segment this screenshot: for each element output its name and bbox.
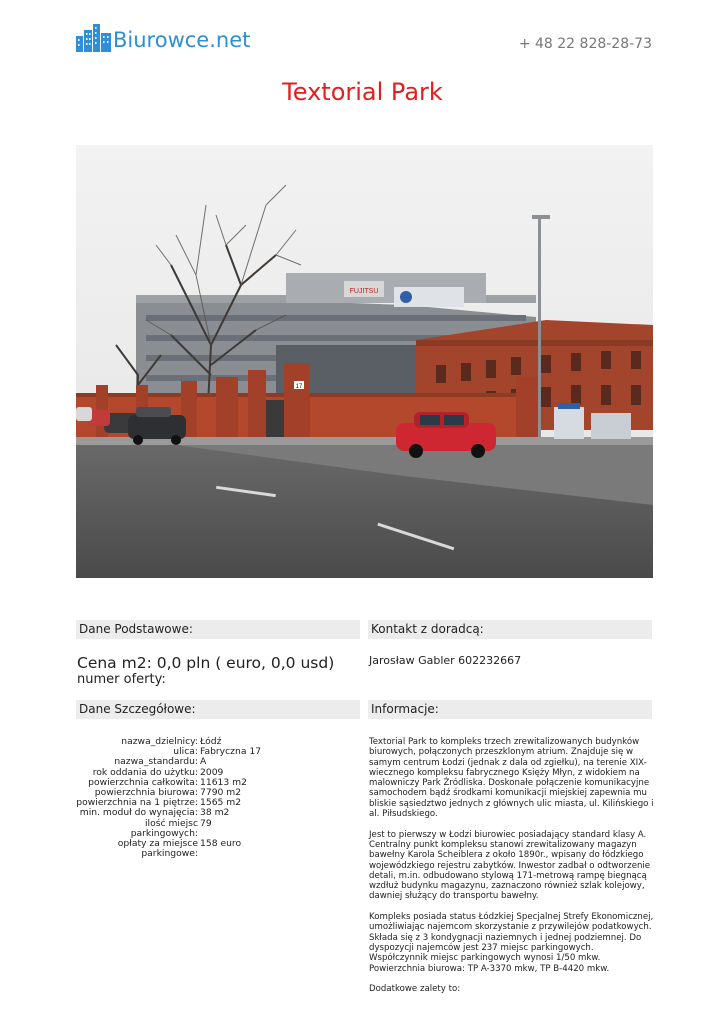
phone-number[interactable]: + 48 22 828-28-73 <box>518 36 652 52</box>
details-list <box>76 737 360 859</box>
detail-value: 1565 m2 <box>200 797 242 809</box>
detail-key: powierzchnia biurowa: <box>94 787 198 799</box>
fujitsu-sign: FUJITSU <box>349 288 379 295</box>
detail-key: opłaty za miejsce parkingowe: <box>117 838 198 860</box>
logo[interactable] <box>76 20 250 52</box>
detail-key: min. moduł do wynajęcia: <box>79 807 198 819</box>
info-paragraph: Kompleks posiada status Łódzkiej Specjalnej Strefy Ekonomicznej, umożliwiając najemcom skorzystanie z przywilejów podatkowych. Składa się z 3 kondygnacji naziemnych i jednej podziemnej. Do dyspozycji najemców jest 237 miejsc parkingowych. Współczynnik miejsc parkingowych wynosi 1/50 mkw. Powierzchnia biurowa: TP A-3370 mkw, TP B-4420 mkw. <box>369 912 654 974</box>
buildings-icon <box>76 24 112 52</box>
detail-value: 79 <box>200 817 212 829</box>
detail-row <box>76 819 360 839</box>
detail-value: 2009 <box>200 766 224 778</box>
detail-key: rok oddania do użytku: <box>92 766 198 778</box>
detail-key: nazwa_standardu: <box>114 756 198 768</box>
section-details-header: Dane Szczegółowe: <box>76 700 360 719</box>
detail-key: nazwa_dzielnicy: <box>121 736 198 747</box>
detail-value: 7790 m2 <box>200 787 242 799</box>
section-basic-header: Dane Podstawowe: <box>76 620 360 639</box>
detail-value: Fabryczna 17 <box>200 746 262 758</box>
building-number: 17 <box>295 384 303 390</box>
detail-key: powierzchnia na 1 piętrze: <box>76 797 198 809</box>
contact-person[interactable]: Jarosław Gabler 602232667 <box>369 654 522 667</box>
page-title: Textorial Park <box>282 78 443 106</box>
detail-row <box>76 839 360 859</box>
section-info-header: Informacje: <box>368 700 652 719</box>
detail-key: ilość miejsc parkingowych: <box>130 817 198 839</box>
info-paragraph: Jest to pierwszy w Łodzi biurowiec posiadający standard klasy A. Centralny punkt kompleksu stanowi zrewitalizowany magazyn bawełny Karola Scheiblera z około 1890r., wpisany do łódzkiego wojewódzkiego rejestru zabytków. Inwestor zadbał o odtworzenie detali, m.in. odbudowano stylową 171-metrową rampę biegnącą wzdłuż budynku magazynu, zaznaczono również szlak kolejowy, dawniej służący do transportu bawełny. <box>369 829 651 902</box>
info-paragraph: Dodatkowe zalety to: <box>369 984 461 995</box>
detail-key: ulica: <box>173 746 198 758</box>
detail-value: 38 m2 <box>200 807 230 819</box>
section-contact-header: Kontakt z doradcą: <box>368 620 652 639</box>
info-text <box>369 737 655 1005</box>
detail-row <box>76 808 360 818</box>
detail-value: A <box>200 756 207 768</box>
detail-key: powierzchnia całkowita: <box>88 776 198 788</box>
detail-value: 158 euro <box>200 838 242 850</box>
detail-value: 11613 m2 <box>200 776 247 788</box>
price: Cena m2: 0,0 pln ( euro, 0,0 usd) <box>77 654 335 672</box>
building-photo <box>76 145 653 578</box>
logo-text: Biurowce.net <box>113 28 251 52</box>
info-paragraph: Textorial Park to kompleks trzech zrewitalizowanych budynków biurowych, połączonych przeszklonym atrium. Znajduje się w samym centrum Łodzi (jednak z dala od zgiełku), na terenie XIX-wiecznego kompleksu fabrycznego Księży Młyn, z widokiem na malowniczy Park Źródliska. Doskonałe połączenie komunikacyjne samochodem bądź środkami komunikacji miejskiej zapewnia mu bliskie sąsiedztwo jednych z głównych ulic miasta, ul. Kilińskiego i al. Piłsudskiego. <box>369 737 654 820</box>
detail-value: Łódź <box>200 736 222 747</box>
offer-number: numer oferty: <box>77 672 166 687</box>
